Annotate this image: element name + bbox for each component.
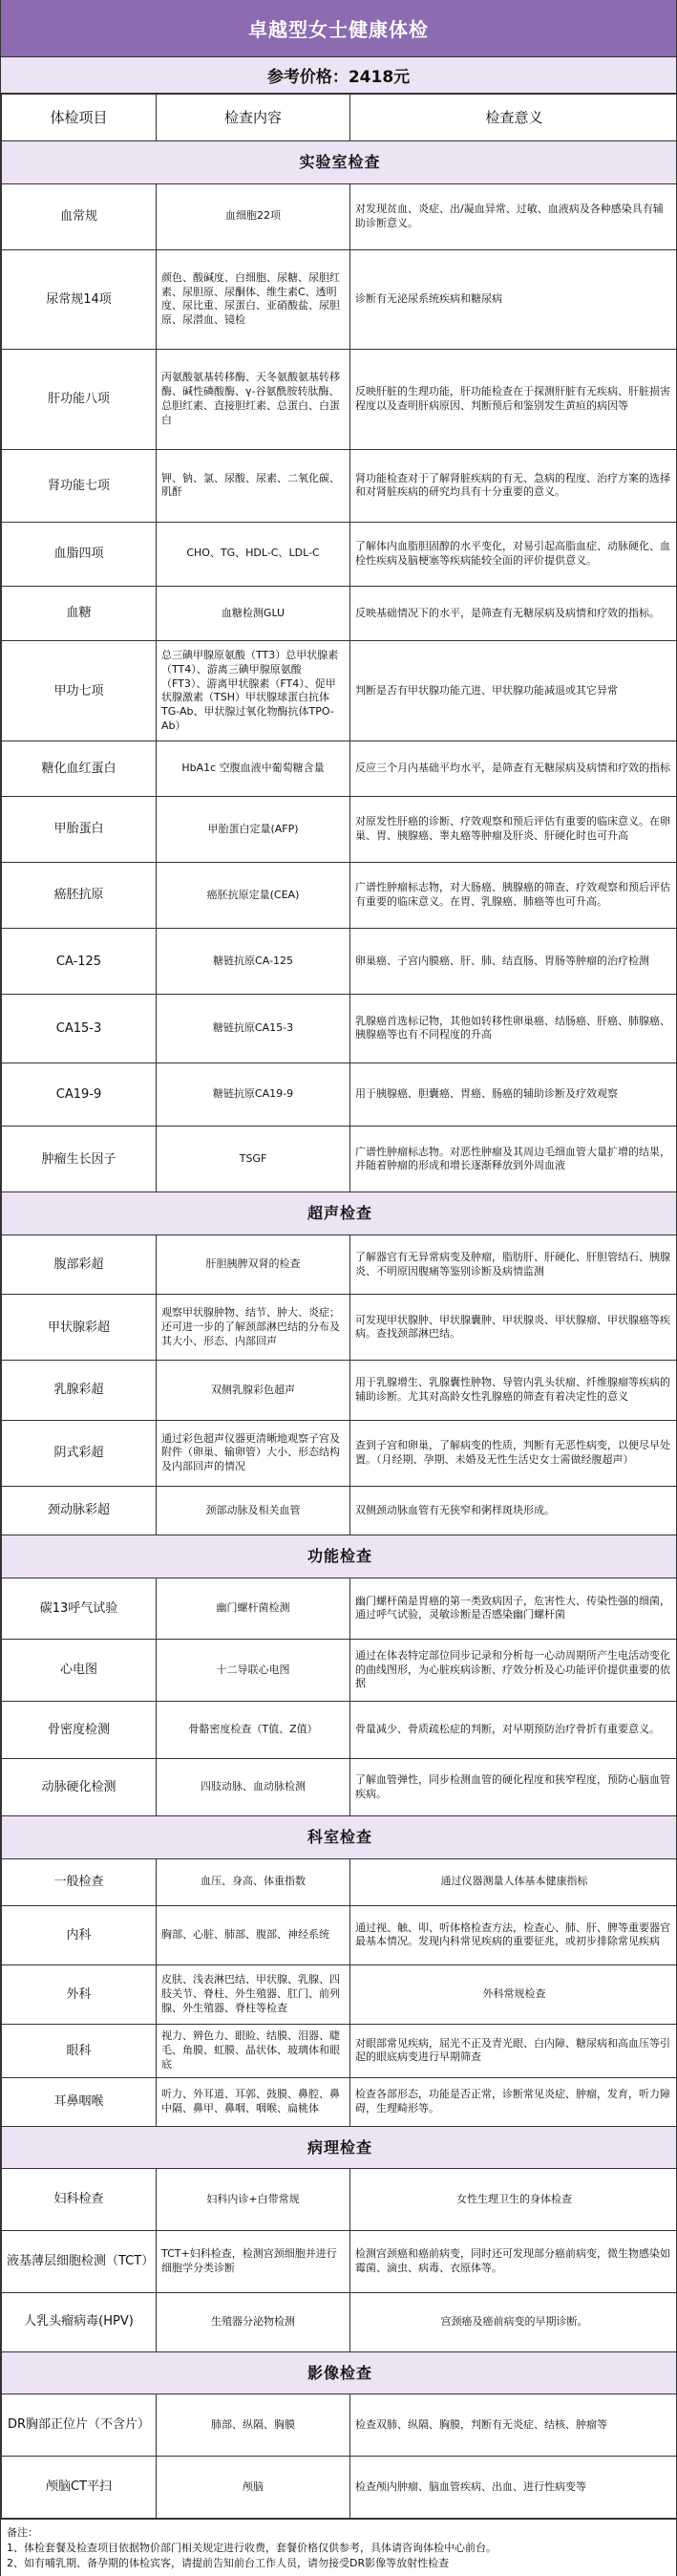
item-meaning-cell: 广谱性肿瘤标志物，对大肠癌、胰腺癌的筛查、疗效观察和预后评估有重要的临床意义。在胃、乳腺癌、肺癌等也可升高。 xyxy=(350,863,677,929)
table-row xyxy=(2,1063,677,1127)
item-meaning-cell: 广谱性肿瘤标志物。对恶性肿瘤及其周边毛细血管大量扩增的结果，并随着肿瘤的形成和增长逐渐释放到外周血液 xyxy=(350,1127,677,1192)
item-content-cell: 胸部、心脏、肺部、腹部、神经系统 xyxy=(157,1905,350,1964)
item-name-cell: 乳腺彩超 xyxy=(2,1361,157,1420)
table-row xyxy=(2,1295,677,1361)
item-content-cell: 丙氨酸氨基转移酶、天冬氨酸氨基转移酶、碱性磷酸酶、γ-谷氨酰胺转肽酶、总胆红素、直接胆红素、总蛋白、白蛋白 xyxy=(157,350,350,450)
item-content-cell: 皮肤、浅表淋巴结、甲状腺、乳腺、四肢关节、脊柱、外生殖器、肛门、前列腺、外生殖器、脊柱等检查 xyxy=(157,1965,350,2025)
item-content-cell: 血细胞22项 xyxy=(157,183,350,249)
table-row xyxy=(2,1640,677,1702)
item-meaning-cell: 反映基础情况下的水平，是筛查有无糖尿病及病情和疗效的指标。 xyxy=(350,586,677,641)
section-header-row xyxy=(2,141,677,184)
section-header-row xyxy=(2,1816,677,1859)
item-content-cell: 血压、身高、体重指数 xyxy=(157,1858,350,1905)
item-content-cell: 糖链抗原CA19-9 xyxy=(157,1063,350,1127)
item-content-cell: TCT+妇科检查，检测宫颈细胞并进行细胞学分类诊断 xyxy=(157,2230,350,2292)
table-row xyxy=(2,1127,677,1192)
item-meaning-cell: 外科常规检查 xyxy=(350,1965,677,2025)
item-meaning-cell: 可发现甲状腺肿、甲状腺囊肿、甲状腺炎、甲状腺瘤、甲状腺癌等疾病。查找颈部淋巴结。 xyxy=(350,1295,677,1361)
item-content-cell: 骨骼密度检查（T值、Z值） xyxy=(157,1701,350,1758)
item-content-cell: 观察甲状腺肿物、结节、肿大、炎症；还可进一步的了解颈部淋巴结的分布及其大小、形态、内部回声 xyxy=(157,1295,350,1361)
item-name-cell: 甲状腺彩超 xyxy=(2,1295,157,1361)
item-meaning-cell: 幽门螺杆菌是胃癌的第一类致病因子，危害性大、传染性强的细菌，通过呼气试验，灵敏诊断是否感染幽门螺杆菌 xyxy=(350,1578,677,1640)
item-name-cell: CA15-3 xyxy=(2,995,157,1063)
item-meaning-cell: 通过视、触、叩、听体格检查方法，检查心、肺、肝、脾等重要器官最基本情况。发现内科常见疾病的重要征兆，或初步排除常见疾病 xyxy=(350,1905,677,1964)
table-row xyxy=(2,1858,677,1905)
table-row xyxy=(2,1420,677,1486)
item-meaning-cell: 检查双肺、纵隔、胸膜，判断有无炎症、结核、肿瘤等 xyxy=(350,2394,677,2457)
section-header-row xyxy=(2,2126,677,2169)
footer-notes xyxy=(1,2519,676,2576)
item-content-cell: 双侧乳腺彩色超声 xyxy=(157,1361,350,1420)
column-header-meaning: 检查意义 xyxy=(350,95,677,141)
table-row xyxy=(2,183,677,249)
item-name-cell: DR胸部正位片（不含片） xyxy=(2,2394,157,2457)
item-name-cell: 癌胚抗原 xyxy=(2,863,157,929)
item-meaning-cell: 宫颈癌及癌前病变的早期诊断。 xyxy=(350,2292,677,2351)
item-name-cell: 液基薄层细胞检测（TCT） xyxy=(2,2230,157,2292)
table-row xyxy=(2,2394,677,2457)
table-row xyxy=(2,249,677,350)
item-meaning-cell: 检查颅内肿瘤、脑血管疾病、出血、进行性病变等 xyxy=(350,2457,677,2519)
item-content-cell: 甲胎蛋白定量(AFP) xyxy=(157,797,350,863)
table-row xyxy=(2,2025,677,2077)
section-header-row xyxy=(2,1192,677,1235)
item-content-cell: TSGF xyxy=(157,1127,350,1192)
item-name-cell: 心电图 xyxy=(2,1640,157,1702)
footer-note-1: 1、体检套餐及检查项目依据物价部门相关规定进行收费，套餐价格仅供参考，具体请咨询体检中心前台。 xyxy=(7,2541,497,2554)
item-name-cell: 血常规 xyxy=(2,183,157,249)
section-title: 影像检查 xyxy=(2,2351,677,2394)
table-row xyxy=(2,350,677,450)
table-row xyxy=(2,2457,677,2519)
table-row xyxy=(2,1486,677,1535)
item-name-cell: 血脂四项 xyxy=(2,522,157,586)
table-row xyxy=(2,1905,677,1964)
item-meaning-cell: 检查各部形态，功能是否正常，诊断常见炎症、肿瘤，发育，听力障碍，生理畸形等。 xyxy=(350,2077,677,2126)
item-content-cell: 总三碘甲腺原氨酸（TT3）总甲状腺素（TT4）、游离三碘甲腺原氨酸（FT3）、游离甲状腺素（FT4）、促甲状腺激素（TSH）甲状腺球蛋白抗体TG-Ab、甲状腺过氧化物酶抗体TPO-Ab） xyxy=(157,641,350,741)
item-content-cell: 妇科内诊+白带常规 xyxy=(157,2169,350,2231)
item-meaning-cell: 检测宫颈癌和癌前病变，同时还可发现部分癌前病变，微生物感染如霉菌、滴虫、病毒、衣原体等。 xyxy=(350,2230,677,2292)
item-content-cell: 通过彩色超声仪器更清晰地观察子宫及附件（卵巢、输卵管）大小、形态结构及内部回声的情况 xyxy=(157,1420,350,1486)
item-name-cell: CA19-9 xyxy=(2,1063,157,1127)
item-name-cell: 甲功七项 xyxy=(2,641,157,741)
item-meaning-cell: 双侧颈动脉血管有无狭窄和粥样斑块形成。 xyxy=(350,1486,677,1535)
item-meaning-cell: 骨量减少、骨质疏松症的判断，对早期预防治疗骨折有重要意义。 xyxy=(350,1701,677,1758)
item-meaning-cell: 反映肝脏的生理功能，肝功能检查在于探测肝脏有无疾病、肝脏损害程度以及查明肝病原因、判断预后和鉴别发生黄疸的病因等 xyxy=(350,350,677,450)
item-name-cell: 人乳头瘤病毒(HPV) xyxy=(2,2292,157,2351)
item-meaning-cell: 诊断有无泌尿系统疾病和糖尿病 xyxy=(350,249,677,350)
item-name-cell: 血糖 xyxy=(2,586,157,641)
item-meaning-cell: 对发现贫血、炎症、出/凝血异常、过敏、血液病及各种感染具有辅助诊断意义。 xyxy=(350,183,677,249)
table-row xyxy=(2,1578,677,1640)
table-row xyxy=(2,863,677,929)
item-content-cell: 糖链抗原CA-125 xyxy=(157,929,350,995)
item-content-cell: HbA1c 空腹血液中葡萄糖含量 xyxy=(157,741,350,797)
column-header-content: 检查内容 xyxy=(157,95,350,141)
item-content-cell: 四肢动脉、血动脉检测 xyxy=(157,1758,350,1815)
table-row xyxy=(2,1361,677,1420)
item-name-cell: 妇科检查 xyxy=(2,2169,157,2231)
column-header-item: 体检项目 xyxy=(2,95,157,141)
package-title: 卓越型女士健康体检 xyxy=(1,0,676,57)
item-name-cell: 颈动脉彩超 xyxy=(2,1486,157,1535)
table-row xyxy=(2,1701,677,1758)
item-content-cell: 视力、辨色力、眼睑、结膜、泪器、睫毛、角膜、虹膜、晶状体、玻璃体和眼底 xyxy=(157,2025,350,2077)
table-row xyxy=(2,995,677,1063)
item-name-cell: 肝功能八项 xyxy=(2,350,157,450)
item-content-cell: 颅脑 xyxy=(157,2457,350,2519)
item-name-cell: 外科 xyxy=(2,1965,157,2025)
item-content-cell: 肺部、纵隔、胸膜 xyxy=(157,2394,350,2457)
item-name-cell: 甲胎蛋白 xyxy=(2,797,157,863)
item-meaning-cell: 通过在体表特定部位同步记录和分析每一心动周期所产生电活动变化的曲线图形，为心脏疾病诊断、疗效分析及心功能评价提供重要的依据 xyxy=(350,1640,677,1702)
table-header-row xyxy=(2,95,677,141)
item-meaning-cell: 对原发性肝癌的诊断、疗效观察和预后评估有重要的临床意义。在卵巢、胃、胰腺癌、睾丸癌等肿瘤及肝炎、肝硬化时也可升高 xyxy=(350,797,677,863)
item-content-cell: CHO、TG、HDL-C、LDL-C xyxy=(157,522,350,586)
item-name-cell: 肾功能七项 xyxy=(2,450,157,523)
item-content-cell: 颈部动脉及相关血管 xyxy=(157,1486,350,1535)
item-content-cell: 听力、外耳道、耳郭、鼓膜、鼻腔、鼻中隔、鼻甲、鼻咽、咽喉、扁桃体 xyxy=(157,2077,350,2126)
item-name-cell: 腹部彩超 xyxy=(2,1235,157,1295)
item-content-cell: 血糖检测GLU xyxy=(157,586,350,641)
table-row xyxy=(2,741,677,797)
item-content-cell: 颜色、酸碱度、白细胞、尿糖、尿胆红素、尿胆原、尿酮体、维生素C、透明度、尿比重、尿蛋白、亚硝酸盐、尿胆原、尿潜血、镜检 xyxy=(157,249,350,350)
section-header-row xyxy=(2,2351,677,2394)
table-row xyxy=(2,929,677,995)
item-meaning-cell: 对眼部常见疾病，屈光不正及青光眼、白内障、糖尿病和高血压等引起的眼底病变进行早期筛查 xyxy=(350,2025,677,2077)
item-meaning-cell: 女性生理卫生的身体检查 xyxy=(350,2169,677,2231)
item-meaning-cell: 了解体内血脂胆固醇的水平变化，对易引起高脂血症、动脉硬化、血栓性疾病及脑梗塞等疾病能较全面的评价提供意义。 xyxy=(350,522,677,586)
item-meaning-cell: 用于胰腺癌、胆囊癌、胃癌、肠癌的辅助诊断及疗效观察 xyxy=(350,1063,677,1127)
table-row xyxy=(2,522,677,586)
item-content-cell: 糖链抗原CA15-3 xyxy=(157,995,350,1063)
item-content-cell: 十二导联心电图 xyxy=(157,1640,350,1702)
item-content-cell: 钾、钠、氯、尿酸、尿素、二氧化碳、肌酐 xyxy=(157,450,350,523)
item-meaning-cell: 肾功能检查对于了解肾脏疾病的有无、急病的程度、治疗方案的选择和对肾脏疾病的研究均具有十分重要的意义。 xyxy=(350,450,677,523)
table-row xyxy=(2,2292,677,2351)
item-name-cell: 尿常规14项 xyxy=(2,249,157,350)
item-content-cell: 幽门螺杆菌检测 xyxy=(157,1578,350,1640)
item-meaning-cell: 通过仪器测量人体基本健康指标 xyxy=(350,1858,677,1905)
section-title: 超声检查 xyxy=(2,1192,677,1235)
item-content-cell: 癌胚抗原定量(CEA) xyxy=(157,863,350,929)
item-name-cell: 阴式彩超 xyxy=(2,1420,157,1486)
item-meaning-cell: 乳腺癌首选标记物，其他如转移性卵巢癌、结肠癌、肝癌、肺腺癌、胰腺癌等也有不同程度的升高 xyxy=(350,995,677,1063)
table-row xyxy=(2,586,677,641)
table-row xyxy=(2,450,677,523)
table-row xyxy=(2,1965,677,2025)
section-title: 科室检查 xyxy=(2,1816,677,1859)
item-name-cell: 动脉硬化检测 xyxy=(2,1758,157,1815)
item-name-cell: CA-125 xyxy=(2,929,157,995)
table-row xyxy=(2,2230,677,2292)
item-content-cell: 肝胆胰脾双肾的检查 xyxy=(157,1235,350,1295)
section-title: 实验室检查 xyxy=(2,141,677,184)
item-meaning-cell: 了解器官有无异常病变及肿瘤，脂肪肝、肝硬化、肝胆管结石、胰腺炎、不明原因腹痛等鉴别诊断及病情监测 xyxy=(350,1235,677,1295)
section-title: 病理检查 xyxy=(2,2126,677,2169)
item-name-cell: 颅脑CT平扫 xyxy=(2,2457,157,2519)
item-meaning-cell: 了解血管弹性，同步检测血管的硬化程度和狭窄程度，预防心脑血管疾病。 xyxy=(350,1758,677,1815)
item-name-cell: 一般检查 xyxy=(2,1858,157,1905)
item-name-cell: 肿瘤生长因子 xyxy=(2,1127,157,1192)
item-meaning-cell: 用于乳腺增生、乳腺囊性肿物、导管内乳头状瘤、纤维腺瘤等疾病的辅助诊断。尤其对高龄女性乳腺癌的筛查有着决定性的意义 xyxy=(350,1361,677,1420)
item-name-cell: 碳13呼气试验 xyxy=(2,1578,157,1640)
section-title: 功能检查 xyxy=(2,1535,677,1578)
table-row xyxy=(2,1235,677,1295)
section-header-row xyxy=(2,1535,677,1578)
checkup-table xyxy=(1,94,677,2519)
item-name-cell: 眼科 xyxy=(2,2025,157,2077)
item-meaning-cell: 查到子宫和卵巢，了解病变的性质，判断有无恶性病变，以便尽早处置。（月经期、孕期、未婚及无性生活史女士需做经腹超声） xyxy=(350,1420,677,1486)
item-meaning-cell: 反应三个月内基础平均水平，是筛查有无糖尿病及病情和疗效的指标 xyxy=(350,741,677,797)
footer-label: 备注： xyxy=(7,2526,38,2539)
footer-note-2: 2、如有哺乳期、备孕期的体检宾客，请提前告知前台工作人员，请勿接受DR影像等放射性检查 xyxy=(7,2556,450,2569)
table-row xyxy=(2,797,677,863)
item-name-cell: 内科 xyxy=(2,1905,157,1964)
item-name-cell: 骨密度检测 xyxy=(2,1701,157,1758)
table-row xyxy=(2,641,677,741)
package-price: 参考价格：2418元 xyxy=(1,57,676,94)
item-content-cell: 生殖器分泌物检测 xyxy=(157,2292,350,2351)
table-row xyxy=(2,2077,677,2126)
item-name-cell: 耳鼻咽喉 xyxy=(2,2077,157,2126)
item-meaning-cell: 卵巢癌、子宫内膜癌、肝、肺、结直肠、胃肠等肿瘤的治疗检测 xyxy=(350,929,677,995)
table-row xyxy=(2,1758,677,1815)
table-row xyxy=(2,2169,677,2231)
item-meaning-cell: 判断是否有甲状腺功能亢进、甲状腺功能减退或其它异常 xyxy=(350,641,677,741)
item-name-cell: 糖化血红蛋白 xyxy=(2,741,157,797)
